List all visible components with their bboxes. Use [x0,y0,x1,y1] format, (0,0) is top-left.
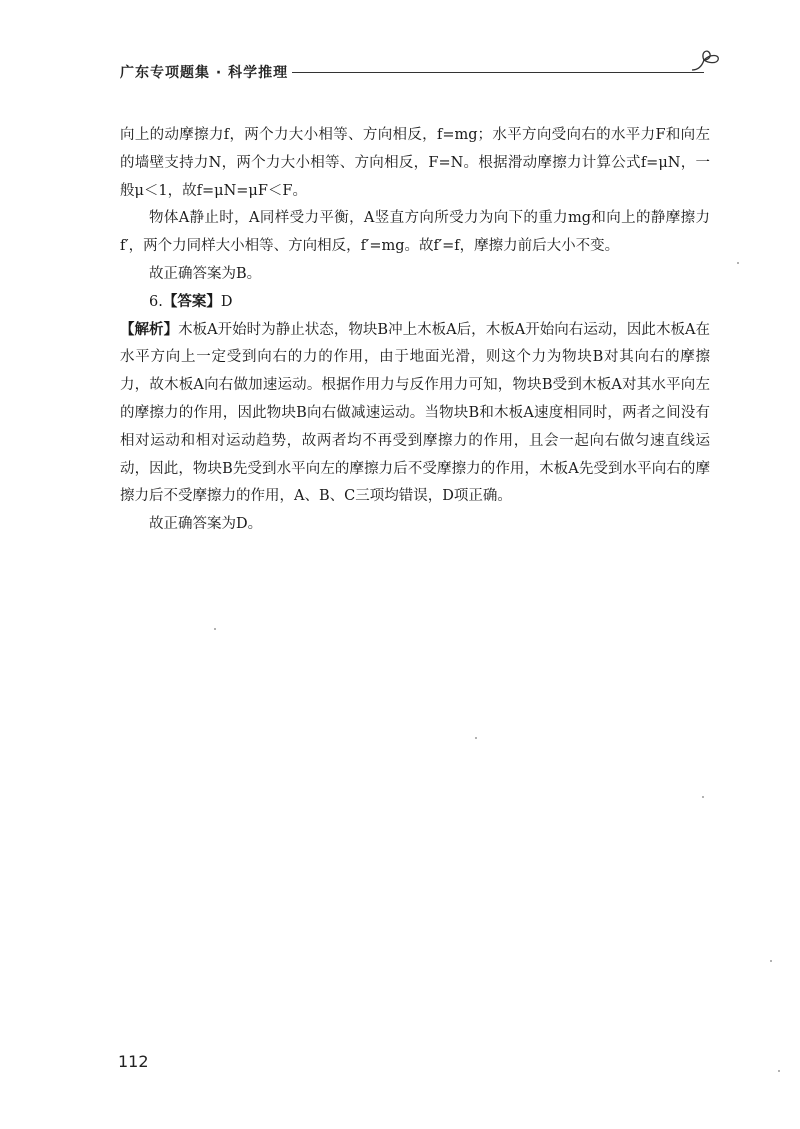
answer-label: 【答案】 [162,293,221,310]
conclusion-question-5: 故正确答案为B。 [149,265,262,282]
answer-value: D [220,293,233,310]
sprout-leaf-icon [688,48,724,76]
analysis-text: 木板A开始时为静止状态，物块B冲上木板A后，木板A开始向右运动，因此木板A在水平方向上一定受到向右的力的作用，由于地面光滑，则这个力为物块B对其向右的摩擦力，故木板A向右做加速运动。根据作用力与反作用力可知，物块B受到木板A对其水平向左的摩擦力的作用，因此物块B向右做减速运动。当物块B和木板A速度相同时，两者之间没有相对运动和相对运动趋势，故两者均不再受到摩擦力的作用，且会一起向右做匀速直线运动，因此，物块B先受到水平向左的摩擦力后不受摩擦力的作用，木板A先受到水平向右的摩擦力后不受摩擦力的作用，A、B、C三项均错误，D项正确。 [120,321,710,505]
scan-speck [214,628,216,630]
paragraph-friction-analysis: 向上的动摩擦力f，两个力大小相等、方向相反，f=mg；水平方向受向右的水平力F和向左的墙壁支持力N，两个力大小相等、方向相反，F=N。根据滑动摩擦力计算公式f=μN，一般μ＜1，故f=μN=μF＜F。 [120,127,710,199]
paragraph-static-friction: 物体A静止时，A同样受力平衡，A竖直方向所受力为向下的重力mg和向上的静摩擦力f′，两个力同样大小相等、方向相反，f′=mg。故f′=f，摩擦力前后大小不变。 [120,210,710,255]
answer-line-question-6 [120,289,710,317]
scan-speck [737,262,739,264]
scan-speck [702,796,704,798]
page-number: 112 [118,1052,149,1071]
answer-text-body [120,122,710,539]
running-header [120,60,720,88]
header-rule [292,72,704,73]
analysis-paragraph [120,317,710,512]
scan-speck [778,1070,780,1072]
scan-speck [770,960,772,962]
analysis-label: 【解析】 [120,321,179,338]
conclusion-question-6: 故正确答案为D。 [149,516,263,533]
question-number: 6. [149,293,163,310]
scan-speck [475,737,477,739]
header-title: 广东专项题集 · 科学推理 [120,65,289,81]
